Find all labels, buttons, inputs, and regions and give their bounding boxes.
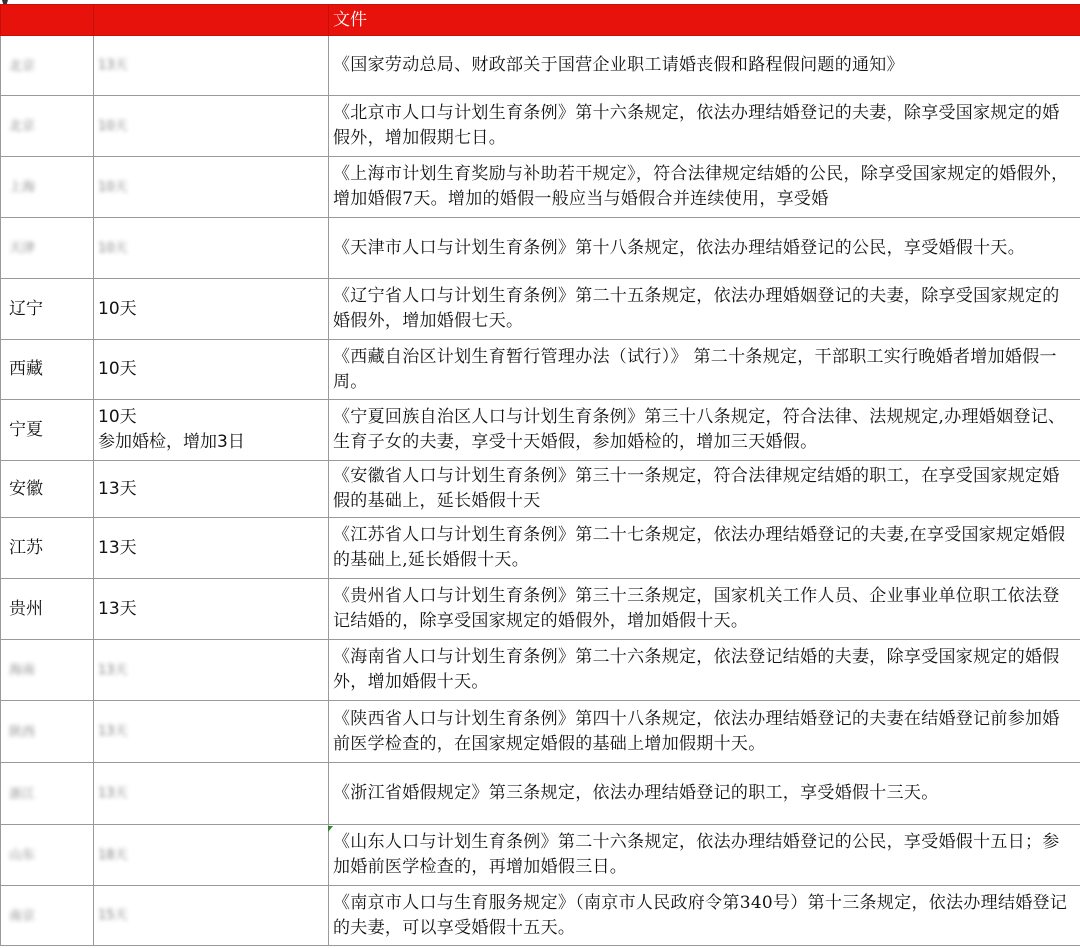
leave-days-cell[interactable]	[94, 279, 329, 340]
region-label: 安徽	[9, 478, 43, 499]
table-row	[1, 218, 1080, 279]
table-row	[1, 400, 1080, 461]
leave-days-cell[interactable]	[94, 218, 329, 279]
leave-days-label: 10天	[98, 240, 128, 256]
region-label: 北京	[9, 58, 36, 74]
region-cell[interactable]	[1, 340, 94, 400]
regulation-document-cell[interactable]: 《上海市计划生育奖励与补助若干规定》，符合法律规定结婚的公民，除享受国家规定的婚假外，增加婚假7天。增加的婚假一般应当与婚假合并连续使用，享受婚	[329, 157, 1080, 218]
table-row	[1, 825, 1080, 886]
regulation-document-cell[interactable]: 《南京市人口与生育服务规定》（南京市人民政府令第340号）第十三条规定，依法办理结婚登记的夫妻，可以享受婚假十五天。	[329, 886, 1080, 946]
region-label: 辽宁	[9, 298, 43, 319]
leave-days-cell[interactable]	[94, 96, 329, 157]
regulation-document-cell[interactable]: 《北京市人口与计划生育条例》第十六条规定，依法办理结婚登记的夫妻，除享受国家规定的婚假外，增加假期七日。	[329, 96, 1080, 157]
region-cell[interactable]	[1, 825, 94, 886]
leave-days-label: 13天	[98, 724, 128, 739]
leave-days-label: 13天	[98, 537, 137, 558]
region-label: 陕西	[9, 724, 36, 740]
regulation-document-cell[interactable]: 《山东人口与计划生育条例》第二十六条规定，依法办理结婚登记的公民，享受婚假十五日；参加婚前医学检查的，再增加婚假三日。	[329, 825, 1080, 886]
regulation-document-cell[interactable]: 《安徽省人口与计划生育条例》第三十一条规定，符合法律规定结婚的职工，在享受国家规定婚假的基础上，延长婚假十天	[329, 461, 1080, 518]
region-label: 贵州	[9, 598, 43, 619]
regulation-document-cell[interactable]: 《天津市人口与计划生育条例》第十八条规定，依法办理结婚登记的公民，享受婚假十天。	[329, 218, 1080, 279]
region-cell[interactable]	[1, 886, 94, 946]
table-row	[1, 157, 1080, 218]
table-row	[1, 886, 1080, 946]
region-label: 江苏	[9, 537, 43, 558]
region-cell[interactable]	[1, 579, 94, 640]
region-label: 北京	[9, 119, 36, 134]
table-row	[1, 518, 1080, 579]
region-cell[interactable]	[1, 96, 94, 157]
regulation-document-cell[interactable]: 《国家劳动总局、财政部关于国营企业职工请婚丧假和路程假问题的通知》	[329, 36, 1080, 96]
regulation-document-cell[interactable]: 《浙江省婚假规定》第三条规定，依法办理结婚登记的职工，享受婚假十三天。	[329, 763, 1080, 825]
leave-days-cell[interactable]	[94, 461, 329, 518]
region-label: 宁夏	[9, 419, 43, 440]
leave-days-label: 15天	[98, 908, 128, 923]
leave-days-cell[interactable]	[94, 579, 329, 640]
leave-days-cell[interactable]	[94, 340, 329, 400]
region-cell[interactable]	[1, 701, 94, 763]
table-row	[1, 96, 1080, 157]
regulation-document-cell[interactable]: 《贵州省人口与计划生育条例》第三十三条规定，国家机关工作人员、企业事业单位职工依法登记结婚的，除享受国家规定的婚假外，增加婚假十天。	[329, 579, 1080, 640]
leave-days-cell[interactable]	[94, 763, 329, 825]
table-row	[1, 461, 1080, 518]
leave-days-cell[interactable]	[94, 157, 329, 218]
header-cell-document[interactable]: 文件	[329, 5, 1080, 36]
header-cell-region[interactable]	[1, 5, 94, 36]
marriage-leave-table	[0, 4, 1080, 946]
region-label: 山东	[9, 848, 36, 863]
region-label: 浙江	[9, 786, 36, 802]
leave-days-label: 10天	[98, 298, 137, 319]
regulation-document-cell[interactable]: 《西藏自治区计划生育暂行管理办法（试行）》 第二十条规定，干部职工实行晚婚者增加婚假一周。	[329, 340, 1080, 400]
regulation-document-cell[interactable]: 《海南省人口与计划生育条例》第二十六条规定，依法登记结婚的夫妻，除享受国家规定的婚假外，增加婚假十天。	[329, 640, 1080, 701]
leave-days-cell[interactable]	[94, 400, 329, 461]
leave-days-cell[interactable]	[94, 701, 329, 763]
region-cell[interactable]	[1, 763, 94, 825]
leave-days-label: 13天	[98, 786, 128, 801]
table-row	[1, 640, 1080, 701]
leave-days-cell[interactable]	[94, 886, 329, 946]
table-row	[1, 279, 1080, 340]
leave-days-label: 10天	[98, 118, 128, 134]
region-label: 西藏	[9, 359, 43, 379]
leave-days-label: 13天	[98, 662, 128, 678]
region-cell[interactable]	[1, 640, 94, 701]
leave-days-cell[interactable]	[94, 640, 329, 701]
region-cell[interactable]	[1, 157, 94, 218]
table-row	[1, 763, 1080, 825]
leave-days-label: 13天	[98, 598, 137, 619]
region-cell[interactable]	[1, 461, 94, 518]
leave-days-label: 10天	[98, 407, 137, 427]
leave-days-label: 13天	[98, 58, 128, 73]
regulation-document-cell[interactable]: 《辽宁省人口与计划生育条例》第二十五条规定，依法办理婚姻登记的夫妻，除享受国家规定的婚假外，增加婚假七天。	[329, 279, 1080, 340]
leave-days-label: 13天	[98, 478, 137, 499]
region-cell[interactable]	[1, 279, 94, 340]
leave-days-label: 18天	[98, 847, 128, 863]
leave-days-label: 10天	[98, 359, 137, 379]
region-label: 上海	[9, 180, 36, 195]
regulation-document-cell[interactable]: 《陕西省人口与计划生育条例》第四十八条规定，依法办理结婚登记的夫妻在结婚登记前参加婚前医学检查的，在国家规定婚假的基础上增加假期十天。	[329, 701, 1080, 763]
regulation-document-cell[interactable]: 《宁夏回族自治区人口与计划生育条例》第三十八条规定，符合法律、法规规定,办理婚姻登记、生育子女的夫妻，享受十天婚假，参加婚检的，增加三天婚假。	[329, 400, 1080, 461]
region-cell[interactable]	[1, 36, 94, 96]
table-row	[1, 36, 1080, 96]
leave-days-cell[interactable]	[94, 825, 329, 886]
region-label: 南京	[9, 908, 36, 924]
leave-days-cell[interactable]	[94, 518, 329, 579]
header-cell-days[interactable]	[94, 5, 329, 36]
header-row	[1, 5, 1080, 36]
table-row	[1, 340, 1080, 400]
region-label: 天津	[9, 241, 36, 256]
region-cell[interactable]	[1, 400, 94, 461]
region-cell[interactable]	[1, 518, 94, 579]
leave-days-cell[interactable]	[94, 36, 329, 96]
table-row	[1, 701, 1080, 763]
table-row	[1, 579, 1080, 640]
leave-days-extra-label: 参加婚检，增加3日	[98, 432, 245, 452]
region-cell[interactable]	[1, 218, 94, 279]
regulation-document-cell[interactable]: 《江苏省人口与计划生育条例》第二十七条规定，依法办理结婚登记的夫妻,在享受国家规定婚假的基础上,延长婚假十天。	[329, 518, 1080, 579]
leave-days-label: 10天	[98, 179, 128, 195]
region-label: 海南	[9, 663, 36, 678]
